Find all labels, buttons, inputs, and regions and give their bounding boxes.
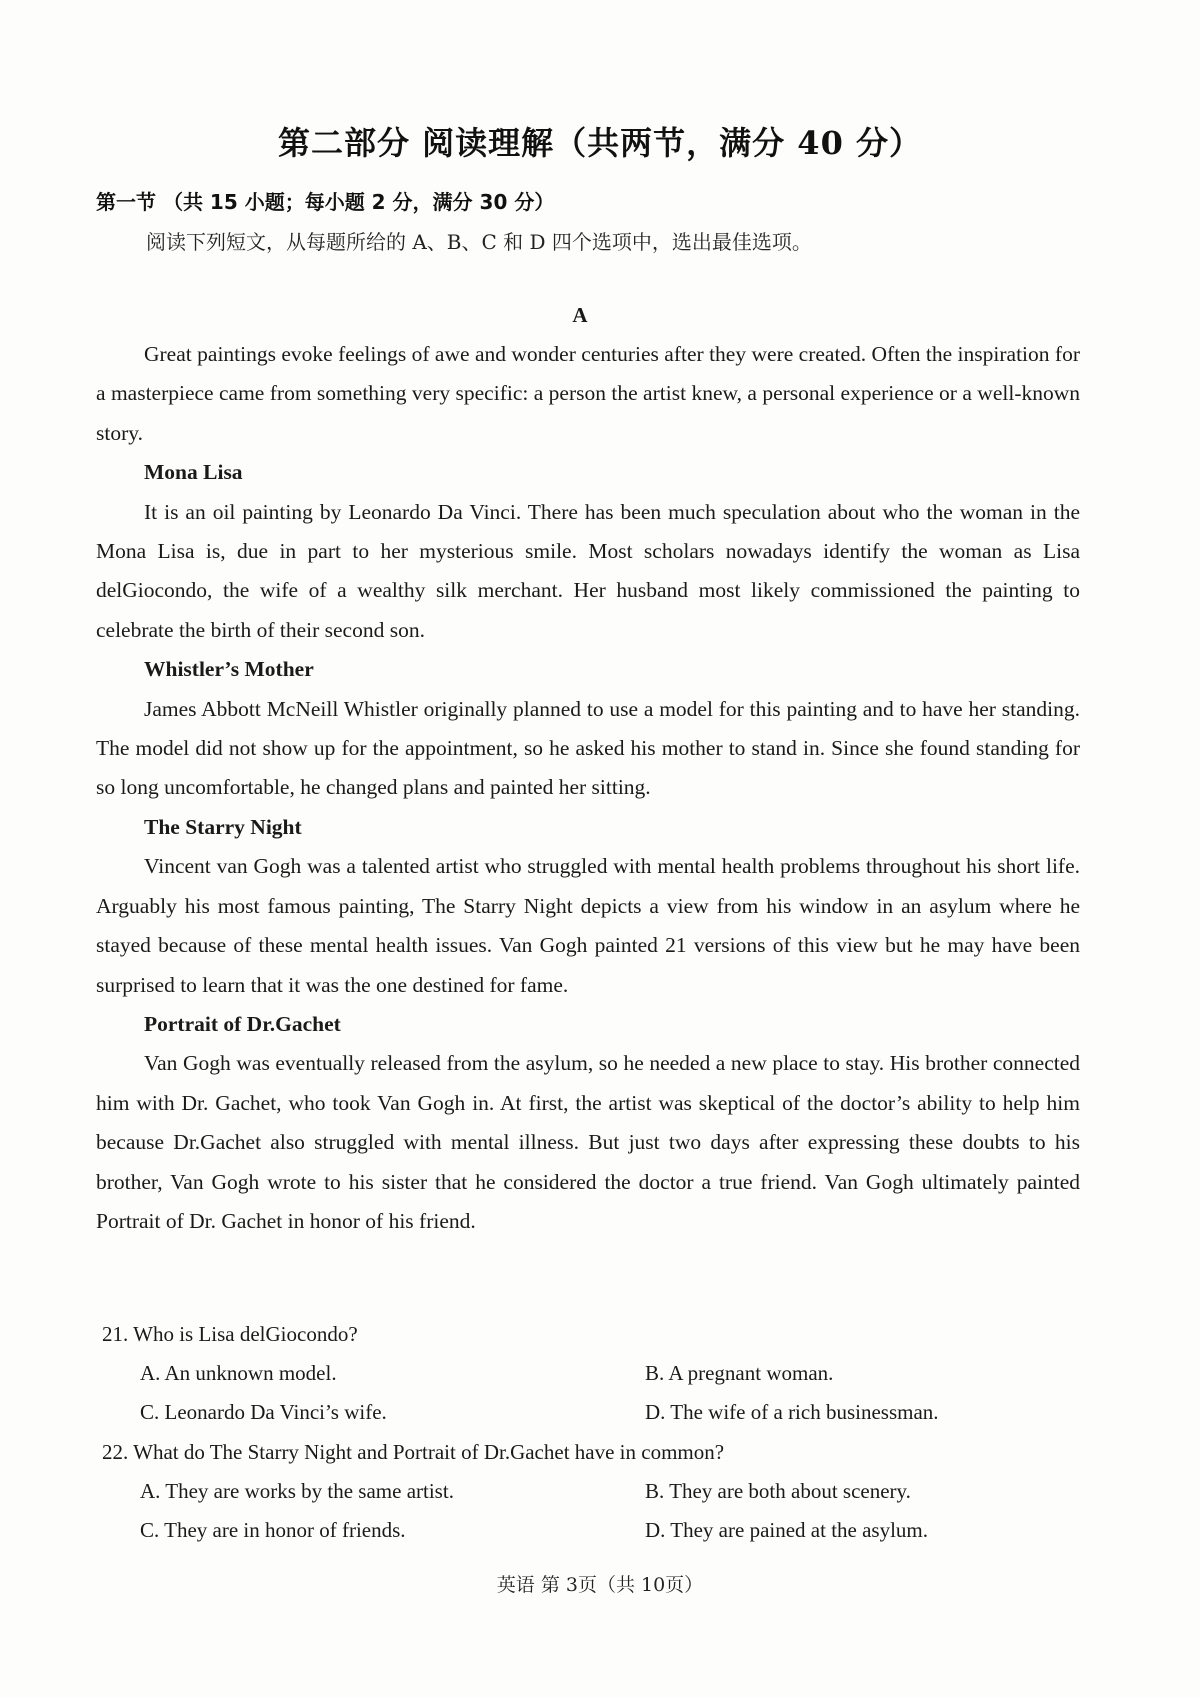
option-a: A. They are works by the same artist. (140, 1478, 454, 1503)
section-heading-mona-lisa: Mona Lisa (144, 460, 243, 485)
question-options (102, 1354, 1082, 1432)
part-title: 第二部分 阅读理解（共两节，满分 40 分） (278, 124, 922, 162)
section-heading-whistlers-mother: Whistler’s Mother (144, 657, 314, 682)
option-c: C. Leonardo Da Vinci’s wife. (140, 1400, 387, 1425)
question-options (102, 1472, 1082, 1550)
option-c: C. They are in honor of friends. (140, 1518, 406, 1543)
instruction-text: 阅读下列短文，从每题所给的 A、B、C 和 D 四个选项中，选出最佳选项。 (146, 230, 812, 254)
option-d: D. The wife of a rich businessman. (645, 1400, 939, 1425)
section-body-starry-night: Vincent van Gogh was a talented artist who struggled with mental health problems throughout his short life. Arguably his most famous painting, The Starry Night depicts a view from his window in an asylum where he stayed because of these mental health issues. Van Gogh painted 21 versions of this view but he may have been surprised to learn that it was the one destined for fame. (96, 854, 1080, 997)
section-body-portrait-gachet: Van Gogh was eventually released from the asylum, so he needed a new place to stay. His brother connected him with Dr. Gachet, who took Van Gogh in. At first, the artist was skeptical of the doctor’s ability to help him because Dr.Gachet also struggled with mental illness. But just two days after expressing these doubts to his brother, Van Gogh wrote to his sister that he considered the doctor a true friend. Van Gogh ultimately painted Portrait of Dr. Gachet in honor of his friend. (96, 1051, 1080, 1233)
page-footer: 英语 第 3页（共 10页） (496, 1574, 704, 1596)
passage-body (96, 335, 1080, 1241)
question-stem: 22. What do The Starry Night and Portrait of Dr.Gachet have in common? (102, 1439, 725, 1464)
question-21 (102, 1315, 1082, 1433)
option-b: B. A pregnant woman. (645, 1361, 834, 1386)
passage-intro: Great paintings evoke feelings of awe and wonder centuries after they were created. Often the inspiration for a masterpiece came from something very specific: a person the artist knew, a personal experience or a well-known story. (96, 342, 1080, 445)
section-body-whistlers-mother: James Abbott McNeill Whistler originally planned to use a model for this painting and to have her standing. The model did not show up for the appointment, so he asked his mother to stand in. Since she found standing for so long uncomfortable, he changed plans and painted her sitting. (96, 696, 1080, 800)
question-list (102, 1315, 1082, 1550)
section-heading-starry-night: The Starry Night (144, 814, 302, 839)
option-b: B. They are both about scenery. (645, 1478, 911, 1503)
section-heading-portrait-gachet: Portrait of Dr.Gachet (144, 1011, 341, 1036)
option-a: A. An unknown model. (140, 1361, 337, 1386)
option-d: D. They are pained at the asylum. (645, 1518, 929, 1543)
section-title: 第一节 （共 15 小题；每小题 2 分，满分 30 分） (96, 190, 555, 214)
section-body-mona-lisa: It is an oil painting by Leonardo Da Vinci. There has been much speculation about who the woman in the Mona Lisa is, due in part to her mysterious smile. Most scholars nowadays identify the woman as Lisa delGiocondo, the wife of a wealthy silk merchant. Her husband most likely commissioned the painting to celebrate the birth of their second son. (96, 499, 1080, 642)
question-22 (102, 1433, 1082, 1551)
passage-label: A (572, 303, 588, 327)
question-stem: 21. Who is Lisa delGiocondo? (102, 1322, 358, 1346)
